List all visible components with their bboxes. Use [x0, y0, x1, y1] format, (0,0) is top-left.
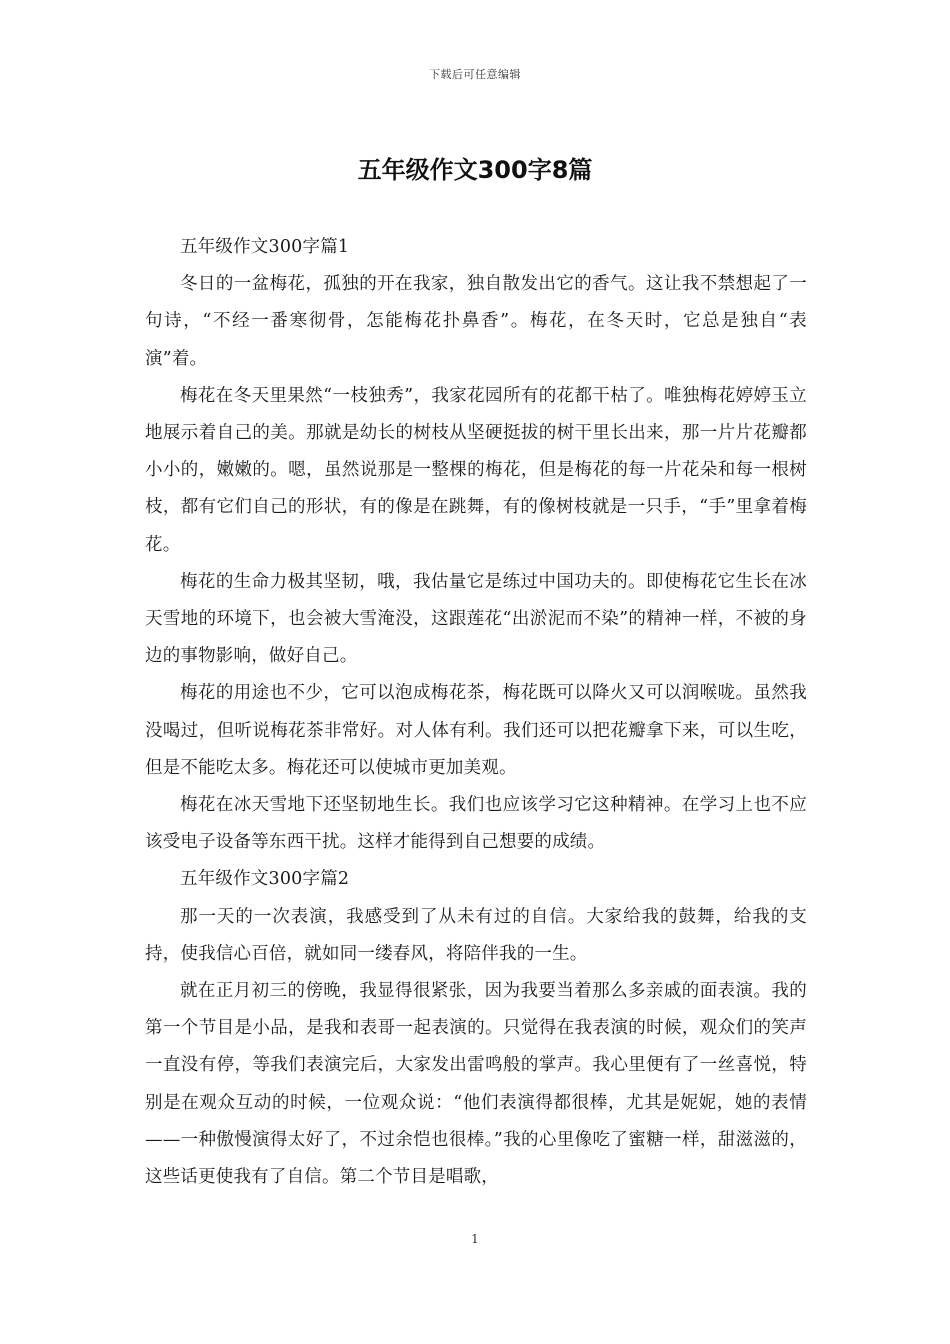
- page-number: 1: [471, 1232, 479, 1246]
- document-body: [145, 229, 807, 1196]
- document-title: 五年级作文300字8篇: [357, 156, 593, 184]
- paragraph: 那一天的一次表演，我感受到了从未有过的自信。大家给我的鼓舞，给我的支持，使我信心百倍，就如同一缕春风，将陪伴我的一生。: [145, 906, 807, 964]
- paragraph: 就在正月初三的傍晚，我显得很紧张，因为我要当着那么多亲戚的面表演。我的第一个节目是小品，是我和表哥一起表演的。只觉得在我表演的时候，观众们的笑声一直没有停，等我们表演完后，大家发出雷鸣般的掌声。我心里便有了一丝喜悦，特别是在观众互动的时候，一位观众说：“他们表演得都很棒，尤其是妮妮，她的表情——一种傲慢演得太好了，不过余恺也很棒。”我的心里像吃了蜜糖一样，甜滋滋的，这些话更使我有了自信。第二个节目是唱歌，: [145, 981, 807, 1188]
- paragraph: 梅花的生命力极其坚韧，哦，我估量它是练过中国功夫的。即使梅花它生长在冰天雪地的环境下，也会被大雪淹没，这跟莲花“出淤泥而不染”的精神一样，不被的身边的事物影响，做好自己。: [145, 571, 807, 667]
- section-heading-1: 五年级作文300字篇1: [180, 237, 350, 257]
- paragraph: 梅花在冰天雪地下还坚韧地生长。我们也应该学习它这种精神。在学习上也不应该受电子设备等东西干扰。这样才能得到自己想要的成绩。: [145, 795, 807, 853]
- paragraph: 梅花在冬天里果然“一枝独秀”，我家花园所有的花都干枯了。唯独梅花婷婷玉立地展示着自己的美。那就是幼长的树枝从坚硬挺拔的树干里长出来，那一片片花瓣都小小的，嫩嫩的。嗯，虽然说那是一整棵的梅花，但是梅花的每一片花朵和每一根树枝，都有它们自己的形状，有的像是在跳舞，有的像树枝就是一只手，“手”里拿着梅花。: [145, 385, 807, 555]
- section-heading-2: 五年级作文300字篇2: [180, 869, 350, 890]
- header-note: 下载后可任意编辑: [429, 68, 521, 81]
- paragraph: 梅花的用途也不少，它可以泡成梅花茶，梅花既可以降火又可以润喉咙。虽然我没喝过，但听说梅花茶非常好。对人体有利。我们还可以把花瓣拿下来，可以生吃，但是不能吃太多。梅花还可以使城市更加美观。: [145, 683, 807, 778]
- paragraph: 冬日的一盆梅花，孤独的开在我家，独自散发出它的香气。这让我不禁想起了一句诗，“不经一番寒彻骨，怎能梅花扑鼻香”。梅花，在冬天时，它总是独自“表演”着。: [145, 274, 807, 369]
